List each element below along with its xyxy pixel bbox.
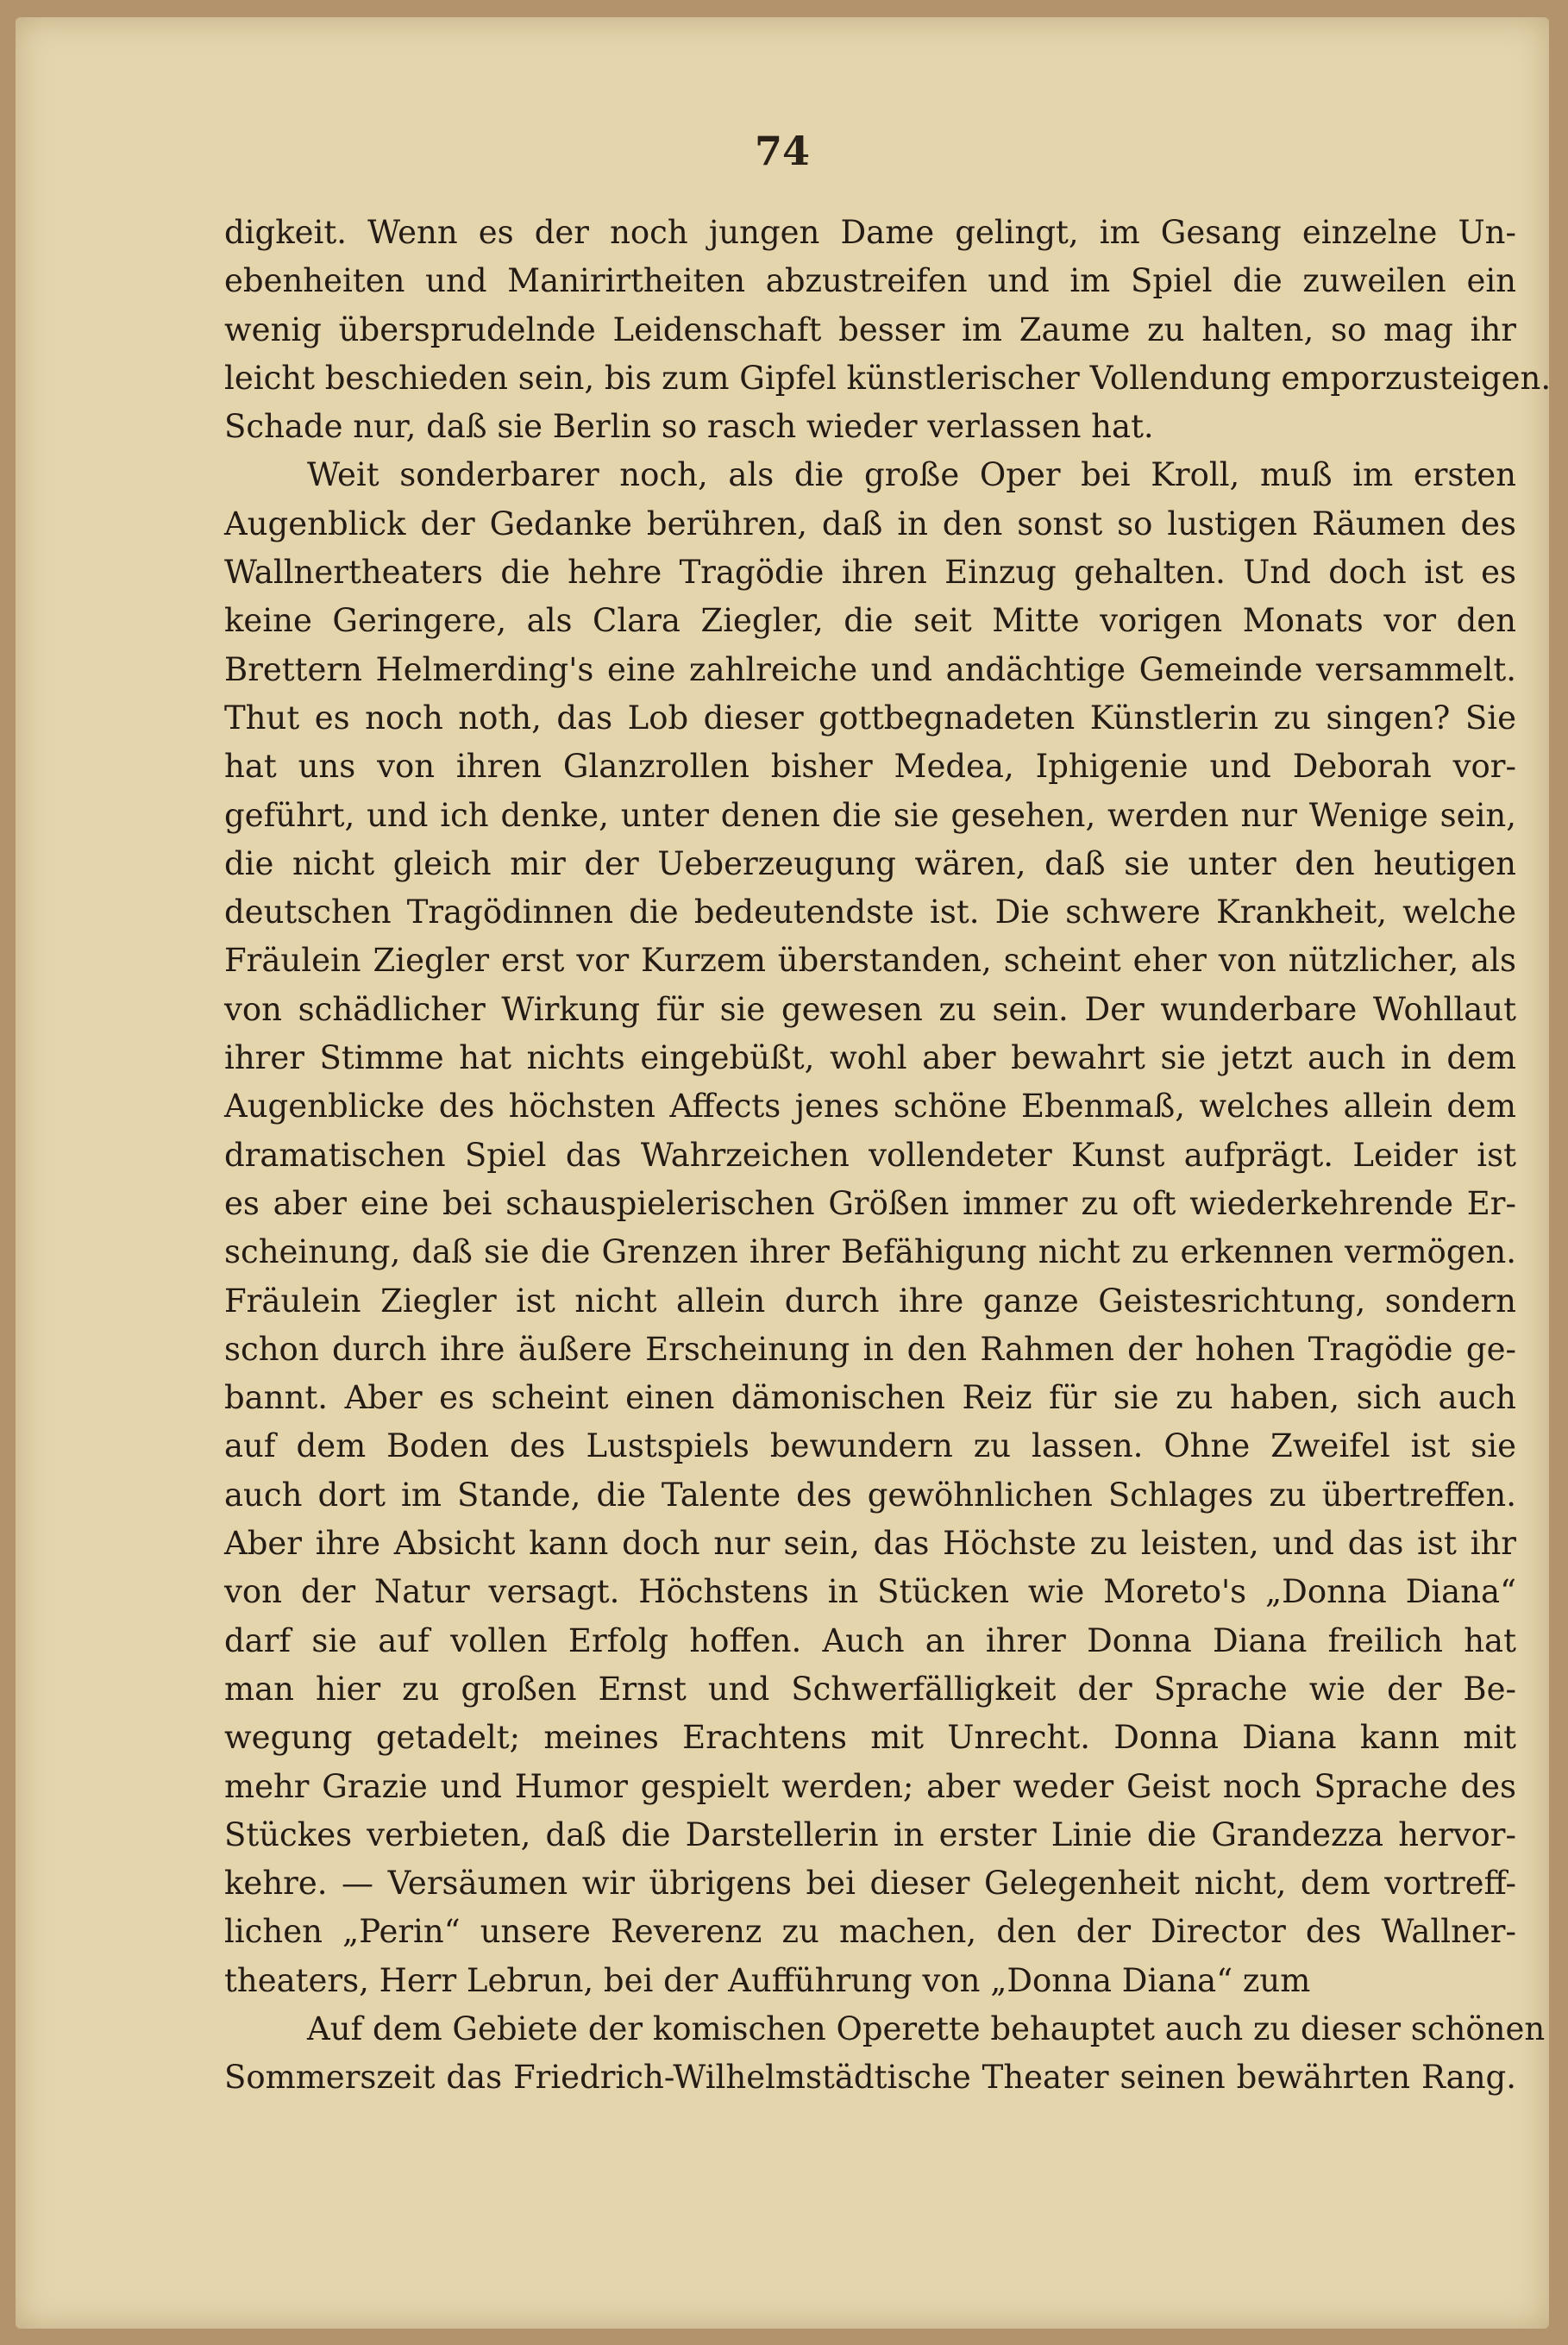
- text-line: lichen „Perin“ unsere Reverenz zu machen, den der Director des Wallner-: [224, 1913, 1516, 1951]
- text-line: wenig übersprudelnde Leidenschaft besser im Zaume zu halten, so mag ihr: [224, 310, 1516, 348]
- text-line: auch dort im Stande, die Talente des gewöhnlichen Schlages zu übertreffen.: [224, 1476, 1516, 1514]
- text-line: es aber eine bei schauspielerischen Größen immer zu oft wiederkehrende Er-: [224, 1184, 1516, 1222]
- text-line: Auf dem Gebiete der komischen Operette behauptet auch zu dieser schönen: [307, 2010, 1546, 2047]
- text-line: ebenheiten und Manirirtheiten abzustreifen und im Spiel die zuweilen ein: [224, 262, 1516, 300]
- text-line: keine Geringere, als Clara Ziegler, die seit Mitte vorigen Monats vor den: [224, 602, 1516, 640]
- text-line: Fräulein Ziegler erst vor Kurzem überstanden, scheint eher von nützlicher, als: [224, 942, 1516, 980]
- text-line: schon durch ihre äußere Erscheinung in den Rahmen der hohen Tragödie ge-: [224, 1330, 1516, 1368]
- text-line: von der Natur versagt. Höchstens in Stücken wie Moreto's „Donna Diana“: [224, 1573, 1516, 1611]
- text-line: Brettern Helmerding's eine zahlreiche und andächtige Gemeinde versammelt.: [224, 650, 1516, 688]
- text-line: geführt, und ich denke, unter denen die sie gesehen, werden nur Wenige sein,: [224, 796, 1516, 834]
- text-line: theaters, Herr Lebrun, bei der Aufführung von „Donna Diana“ zum: [224, 1961, 1311, 1999]
- text-line: hat uns von ihren Glanzrollen bisher Medea, Iphigenie und Deborah vor-: [224, 748, 1516, 786]
- body-text: [224, 209, 1552, 2103]
- page-number: 74: [754, 128, 810, 174]
- paragraph-2: [224, 451, 1516, 2005]
- text-line: Augenblicke des höchsten Affects jenes schöne Ebenmaß, welches allein dem: [224, 1088, 1516, 1125]
- text-line: von schädlicher Wirkung für sie gewesen zu sein. Der wunderbare Wohllaut: [224, 990, 1516, 1028]
- text-line: leicht beschieden sein, bis zum Gipfel künstlerischer Vollendung emporzusteigen.: [224, 359, 1552, 397]
- text-line: scheinung, daß sie die Grenzen ihrer Befähigung nicht zu erkennen vermögen.: [224, 1233, 1516, 1271]
- text-line: Schade nur, daß sie Berlin so rasch wieder verlassen hat.: [224, 408, 1154, 446]
- text-line: man hier zu großen Ernst und Schwerfälligkeit der Sprache wie der Be-: [224, 1670, 1516, 1708]
- text-line: Weit sonderbarer noch, als die große Oper bei Kroll, muß im ersten: [307, 456, 1516, 494]
- text-line: dramatischen Spiel das Wahrzeichen vollendeter Kunst aufprägt. Leider ist: [224, 1136, 1516, 1174]
- paragraph-3: [224, 2005, 1546, 2103]
- text-line: kehre. — Versäumen wir übrigens bei dieser Gelegenheit nicht, dem vortreff-: [224, 1865, 1516, 1903]
- paragraph-1: [224, 209, 1552, 451]
- text-line: mehr Grazie und Humor gespielt werden; aber weder Geist noch Sprache des: [224, 1767, 1516, 1805]
- text-line: ihrer Stimme hat nichts eingebüßt, wohl aber bewahrt sie jetzt auch in dem: [224, 1039, 1516, 1077]
- text-line: wegung getadelt; meines Erachtens mit Unrecht. Donna Diana kann mit: [224, 1719, 1516, 1757]
- text-line: Thut es noch noth, das Lob dieser gottbegnadeten Künstlerin zu singen? Sie: [224, 699, 1516, 737]
- text-line: Stückes verbieten, daß die Darstellerin in erster Linie die Grandezza hervor-: [224, 1815, 1516, 1853]
- text-line: darf sie auf vollen Erfolg hoffen. Auch an ihrer Donna Diana freilich hat: [224, 1621, 1516, 1659]
- text-line: deutschen Tragödinnen die bedeutendste ist. Die schwere Krankheit, welche: [224, 893, 1516, 931]
- text-line: Aber ihre Absicht kann doch nur sein, das Höchste zu leisten, und das ist ihr: [224, 1525, 1516, 1563]
- text-line: die nicht gleich mir der Ueberzeugung wären, daß sie unter den heutigen: [224, 844, 1516, 882]
- text-line: Wallnertheaters die hehre Tragödie ihren Einzug gehalten. Und doch ist es: [224, 554, 1516, 592]
- text-line: auf dem Boden des Lustspiels bewundern zu lassen. Ohne Zweifel ist sie: [224, 1427, 1516, 1465]
- page: [16, 17, 1552, 2329]
- text-line: Fräulein Ziegler ist nicht allein durch ihre ganze Geistesrichtung, sondern: [224, 1282, 1516, 1320]
- text-line: bannt. Aber es scheint einen dämonischen Reiz für sie zu haben, sich auch: [224, 1379, 1516, 1417]
- text-line: digkeit. Wenn es der noch jungen Dame gelingt, im Gesang einzelne Un-: [224, 214, 1516, 251]
- text-line: Augenblick der Gedanke berühren, daß in den sonst so lustigen Räumen des: [224, 505, 1516, 542]
- text-line: Sommerszeit das Friedrich-Wilhelmstädtische Theater seinen bewährten Rang.: [224, 2059, 1516, 2097]
